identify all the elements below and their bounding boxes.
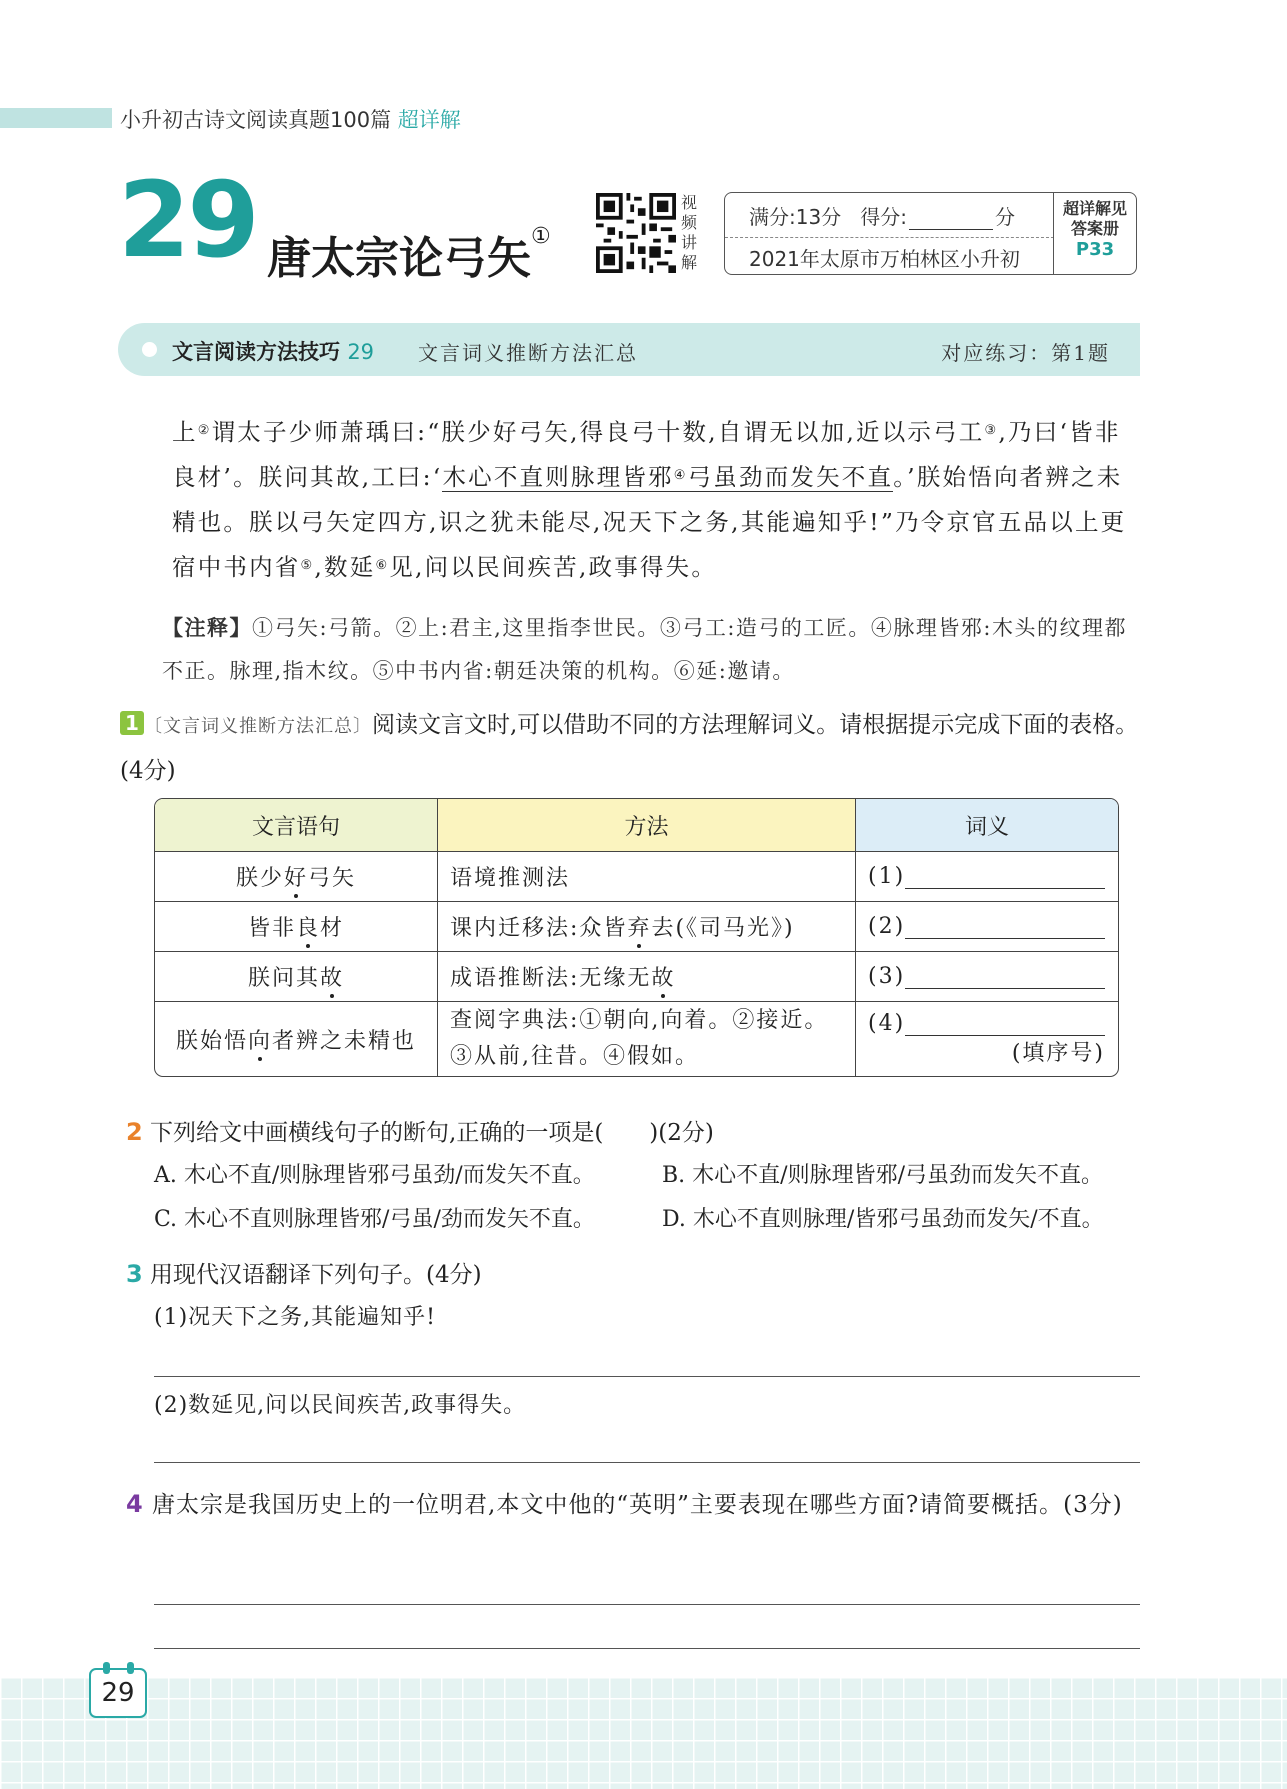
lesson-number: 29 xyxy=(118,159,257,281)
page-number-badge xyxy=(89,1668,147,1718)
score-unit: 分 xyxy=(995,205,1016,229)
full-score: 满分:13分 xyxy=(749,205,842,229)
score-divider xyxy=(725,237,1054,238)
table-cell-method: 语境推测法 xyxy=(437,852,855,901)
option-a[interactable]: A. 木心不直/则脉理皆邪弓虽劲/而发矢不直。 xyxy=(154,1163,595,1188)
question-4-number: 4 xyxy=(126,1490,144,1518)
lesson-title: 唐太宗论弓矢① xyxy=(267,224,551,284)
word-meaning-table xyxy=(154,798,1119,1077)
question-1 xyxy=(120,703,1140,793)
answer-page: P33 xyxy=(1075,239,1115,260)
question-2-text: 下列给文中画横线句子的断句,正确的一项是( )(2分) xyxy=(150,1120,714,1146)
classical-passage: 上②谓太子少师萧瑀曰:“朕少好弓矢,得良弓十数,自谓无以加,近以示弓工③,乃曰‘皆非良材’。朕问其故,工曰:‘木心不直则脉理皆邪④弓虽劲而发矢不直。’朕始悟向者辨之未精也。朕以弓矢定四方,识之犹未能尽,况天下之务,其能遍知乎!”乃令京官五品以上更宿中书内省⑤,数延⑥见,问以民间疾苦,政事得失。 xyxy=(172,418,1127,581)
table-cell-sentence: 朕始悟向者辨之未精也 xyxy=(155,1001,437,1076)
method-practice-ref: 对应练习：第1题 xyxy=(941,341,1110,365)
header-band xyxy=(0,108,112,128)
score-row xyxy=(749,201,1015,230)
notes-text: ①弓矢:弓箭。②上:君主,这里指李世民。③弓工:造弓的工匠。④脉理皆邪:木头的纹理都不正。脉理,指木纹。⑤中书内省:朝廷决策的机构。⑥延:邀请。 xyxy=(162,616,1127,683)
book-title: 小升初古诗文阅读真题100篇 超详解 xyxy=(120,108,461,132)
page-number: 29 xyxy=(101,1678,135,1708)
notes-label: 【注释】 xyxy=(162,616,252,640)
score-input-line[interactable] xyxy=(909,211,993,230)
answer-line[interactable] xyxy=(905,918,1105,939)
question-3-sub-1: (1)况天下之务,其能遍知乎! xyxy=(154,1305,436,1330)
table-row xyxy=(155,1001,1118,1076)
answer-reference: 超详解见 答案册 P33 xyxy=(1053,193,1136,274)
calendar-ring-icon xyxy=(127,1662,134,1674)
method-label: 文言阅读方法技巧 29 xyxy=(172,340,375,364)
book-title-accent: 超详解 xyxy=(397,108,461,132)
answer-line[interactable] xyxy=(154,1376,1140,1377)
table-header-method: 方法 xyxy=(437,799,855,852)
question-3 xyxy=(126,1252,482,1297)
calendar-ring-icon xyxy=(103,1662,110,1674)
option-c[interactable]: C. 木心不直则脉理皆邪/弓虽/劲而发矢不直。 xyxy=(154,1207,595,1232)
answer-line[interactable] xyxy=(154,1462,1140,1463)
score-box xyxy=(724,192,1137,275)
question-4-text: 唐太宗是我国历史上的一位明君,本文中他的“英明”主要表现在哪些方面?请简要概括。(3分) xyxy=(152,1492,1123,1518)
table-cell-answer: (4) (填序号) xyxy=(855,1001,1118,1076)
question-3-number: 3 xyxy=(126,1260,143,1288)
question-2 xyxy=(126,1110,1146,1155)
question-2-number: 2 xyxy=(126,1118,143,1146)
table-cell-answer: (1) xyxy=(855,852,1118,901)
table-row xyxy=(155,901,1118,951)
exam-source: 2021年太原市万柏林区小升初 xyxy=(749,247,1020,271)
question-4 xyxy=(126,1482,1142,1527)
answer-line[interactable] xyxy=(905,868,1105,889)
question-1-text: 阅读文言文时,可以借助不同的方法理解词义。请根据提示完成下面的表格。(4分) xyxy=(120,712,1139,784)
method-tip-bar xyxy=(118,323,1140,376)
question-3-sub-2: (2)数延见,问以民间疾苦,政事得失。 xyxy=(154,1393,527,1418)
table-header-sentence: 文言语句 xyxy=(155,799,437,852)
table-cell-answer: (3) xyxy=(855,951,1118,1001)
table-cell-sentence: 皆非良材 xyxy=(155,901,437,951)
table-cell-sentence: 朕少好弓矢 xyxy=(155,852,437,901)
answer-line[interactable] xyxy=(905,1015,1105,1036)
table-cell-method: 课内迁移法:众皆弃去(《司马光》) xyxy=(437,901,855,951)
qr-code-icon[interactable] xyxy=(596,193,676,273)
table-cell-answer: (2) xyxy=(855,901,1118,951)
answer-line[interactable] xyxy=(905,968,1105,989)
method-topic: 文言词义推断方法汇总 xyxy=(418,341,638,365)
question-3-text: 用现代汉语翻译下列句子。(4分) xyxy=(150,1262,482,1288)
underlined-sentence: 木心不直则脉理皆邪④弓虽劲而发矢不直 xyxy=(442,463,894,491)
answer-line[interactable] xyxy=(154,1648,1140,1649)
option-b[interactable]: B. 木心不直/则脉理皆邪/弓虽劲而发矢不直。 xyxy=(662,1163,1103,1188)
score-label: 得分: xyxy=(860,205,908,229)
option-d[interactable]: D. 木心不直则脉理/皆邪弓虽劲而发矢/不直。 xyxy=(662,1207,1104,1232)
table-cell-method: 查阅字典法:①朝向,向着。②接近。 ③从前,往昔。④假如。 xyxy=(437,1001,855,1076)
table-row xyxy=(155,951,1118,1001)
bullet-dot-icon xyxy=(142,342,157,357)
lesson-title-note-mark: ① xyxy=(531,224,551,249)
fill-note: (填序号) xyxy=(1011,1041,1105,1066)
answer-line[interactable] xyxy=(154,1604,1140,1605)
question-1-tag: 〔文言词义推断方法汇总〕 xyxy=(144,716,372,737)
table-cell-sentence: 朕问其故 xyxy=(155,951,437,1001)
table-cell-method: 成语推断法:无缘无故 xyxy=(437,951,855,1001)
question-1-number: 1 xyxy=(120,711,144,735)
annotations xyxy=(120,607,1140,693)
qr-video-label: 视频讲解 xyxy=(681,193,698,272)
table-row xyxy=(155,852,1118,901)
table-header-meaning: 词义 xyxy=(855,799,1118,852)
footer-grid xyxy=(0,1677,1287,1789)
